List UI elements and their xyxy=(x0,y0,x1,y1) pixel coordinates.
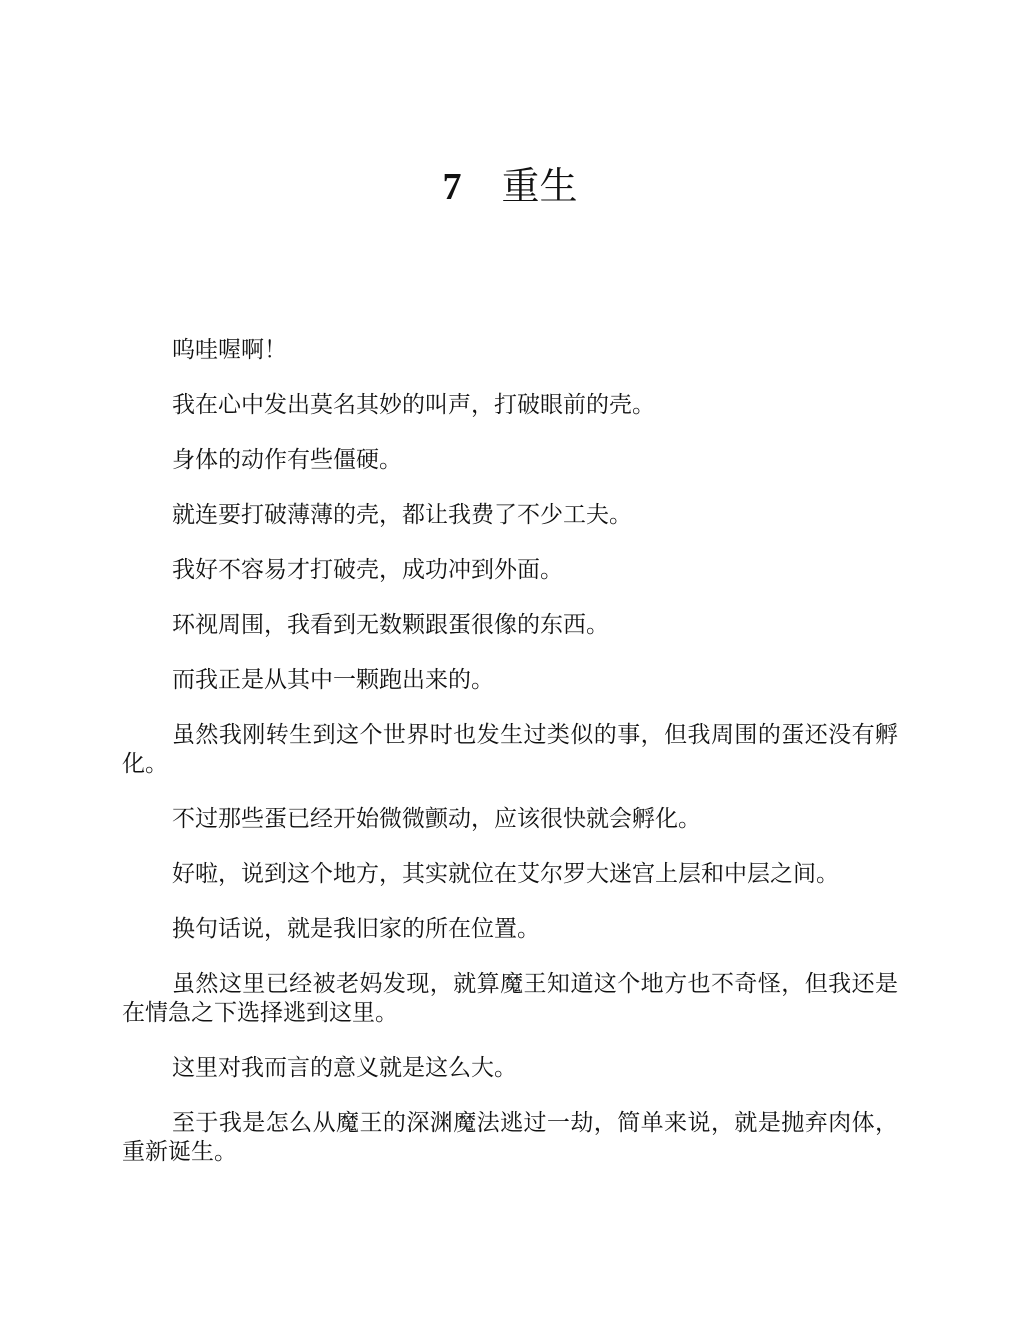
paragraph: 虽然这里已经被老妈发现，就算魔王知道这个地方也不奇怪，但我还是在情急之下选择逃到这里。 xyxy=(122,971,898,1026)
chapter-name: 重生 xyxy=(501,164,578,208)
chapter-heading xyxy=(0,158,1020,215)
paragraph: 我好不容易才打破壳，成功冲到外面。 xyxy=(172,557,563,583)
paragraph: 至于我是怎么从魔王的深渊魔法逃过一劫，简单来说，就是抛弃肉体，重新诞生。 xyxy=(122,1110,898,1165)
paragraph: 就连要打破薄薄的壳，都让我费了不少工夫。 xyxy=(172,502,632,528)
paragraph: 而我正是从其中一颗跑出来的。 xyxy=(172,667,494,693)
chapter-body xyxy=(122,336,898,1193)
paragraph: 换句话说，就是我旧家的所在位置。 xyxy=(172,916,540,942)
paragraph: 呜哇喔啊！ xyxy=(172,337,287,363)
paragraph: 环视周围，我看到无数颗跟蛋很像的东西。 xyxy=(172,612,609,638)
paragraph: 虽然我刚转生到这个世界时也发生过类似的事，但我周围的蛋还没有孵化。 xyxy=(122,722,898,777)
paragraph: 身体的动作有些僵硬。 xyxy=(172,447,402,473)
paragraph: 不过那些蛋已经开始微微颤动，应该很快就会孵化。 xyxy=(172,806,701,832)
paragraph: 这里对我而言的意义就是这么大。 xyxy=(172,1055,517,1081)
paragraph: 好啦，说到这个地方，其实就位在艾尔罗大迷宫上层和中层之间。 xyxy=(172,861,839,887)
chapter-number: 7 xyxy=(442,166,462,208)
paragraph: 我在心中发出莫名其妙的叫声，打破眼前的壳。 xyxy=(172,392,655,418)
